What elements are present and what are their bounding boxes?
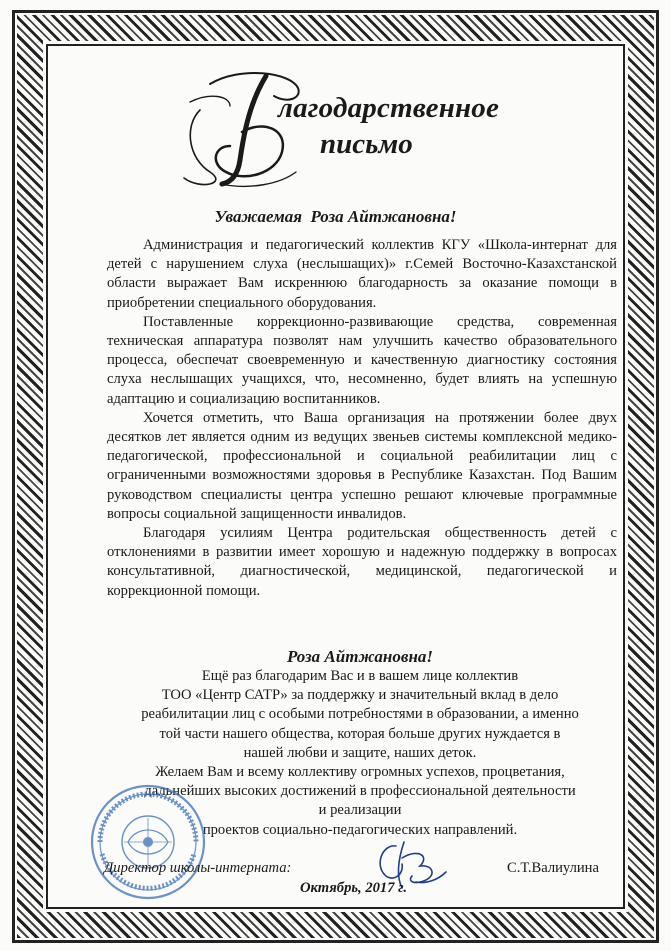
signer-name: С.Т.Валиулина (507, 860, 599, 876)
paragraph-3: Хочется отметить, что Ваша организация на протяжении более двух десятков лет является одним из ведущих звеньев системы комплексной медико-педагогической, профессиональной и социальной реабилитации лиц с ограниченными возможностями здоровья в Республике Казахстан. Под Вашим руководством специалисты центра успешно решают ключевые программные вопросы социальной защищенности инвалидов. (107, 409, 617, 522)
salutation: Уважаемая Роза Айтжановна! (214, 207, 457, 226)
letter-date: Октябрь, 2017 г. (300, 880, 408, 896)
paragraph-4: Благодаря усилиям Центра родительская общественность детей с отклонениями в развитии имеет хорошую и надежную поддержку в вопросах консультативной, диагностической, медицинской, педагогической и коррекционной помощи. (107, 525, 617, 599)
paragraph-1: Администрация и педагогический коллектив КГУ «Школа-интернат для детей с нарушением слуха (неслышащих)» г.Семей Восточно-Казахстанской области выражает Вам искреннюю благодарность за оказание помощи в приобретении специального оборудования. (107, 237, 617, 311)
closing-line: нашей любви и защите, наших деток. (243, 744, 477, 761)
closing-line: Желаем Вам и всему коллективу огромных успехов, процветания, (155, 764, 565, 781)
calligraphic-b-initial-icon (170, 62, 310, 192)
director-title: Директор школы-интерната: (104, 860, 292, 876)
second-salutation: Роза Айтжановна! (287, 647, 433, 666)
closing-line: проектов социально-педагогических направлений. (202, 821, 518, 838)
closing-line: дальнейших высоких достижений в профессиональной деятельности (144, 783, 576, 800)
letter-body (107, 236, 617, 601)
closing-line: ТОО «Центр САТР» за поддержку и значительный вклад в дело (161, 687, 559, 704)
title-block (170, 62, 510, 192)
official-stamp-icon (88, 782, 208, 902)
closing-line: реабилитации лиц с особыми потребностями в образовании, а именно (141, 706, 579, 723)
closing-line: и реализации (318, 802, 402, 819)
closing-line: той части нашего общества, которая больше других нуждается в (159, 725, 561, 742)
title-line-1: лагодарственное (278, 92, 500, 124)
closing-line: Ещё раз благодарим Вас и в вашем лице коллектив (201, 668, 519, 684)
paragraph-2: Поставленные коррекционно-развивающие средства, современная техническая аппаратура позволят нам улучшить качество образовательного процесса, обеспечат своевременную и качественную диагностику состояния слуха неслышащих учащихся, что, несомненно, будет влиять на успешную адаптацию и социализацию воспитанников. (107, 313, 617, 407)
title-line-2: письмо (320, 128, 413, 160)
